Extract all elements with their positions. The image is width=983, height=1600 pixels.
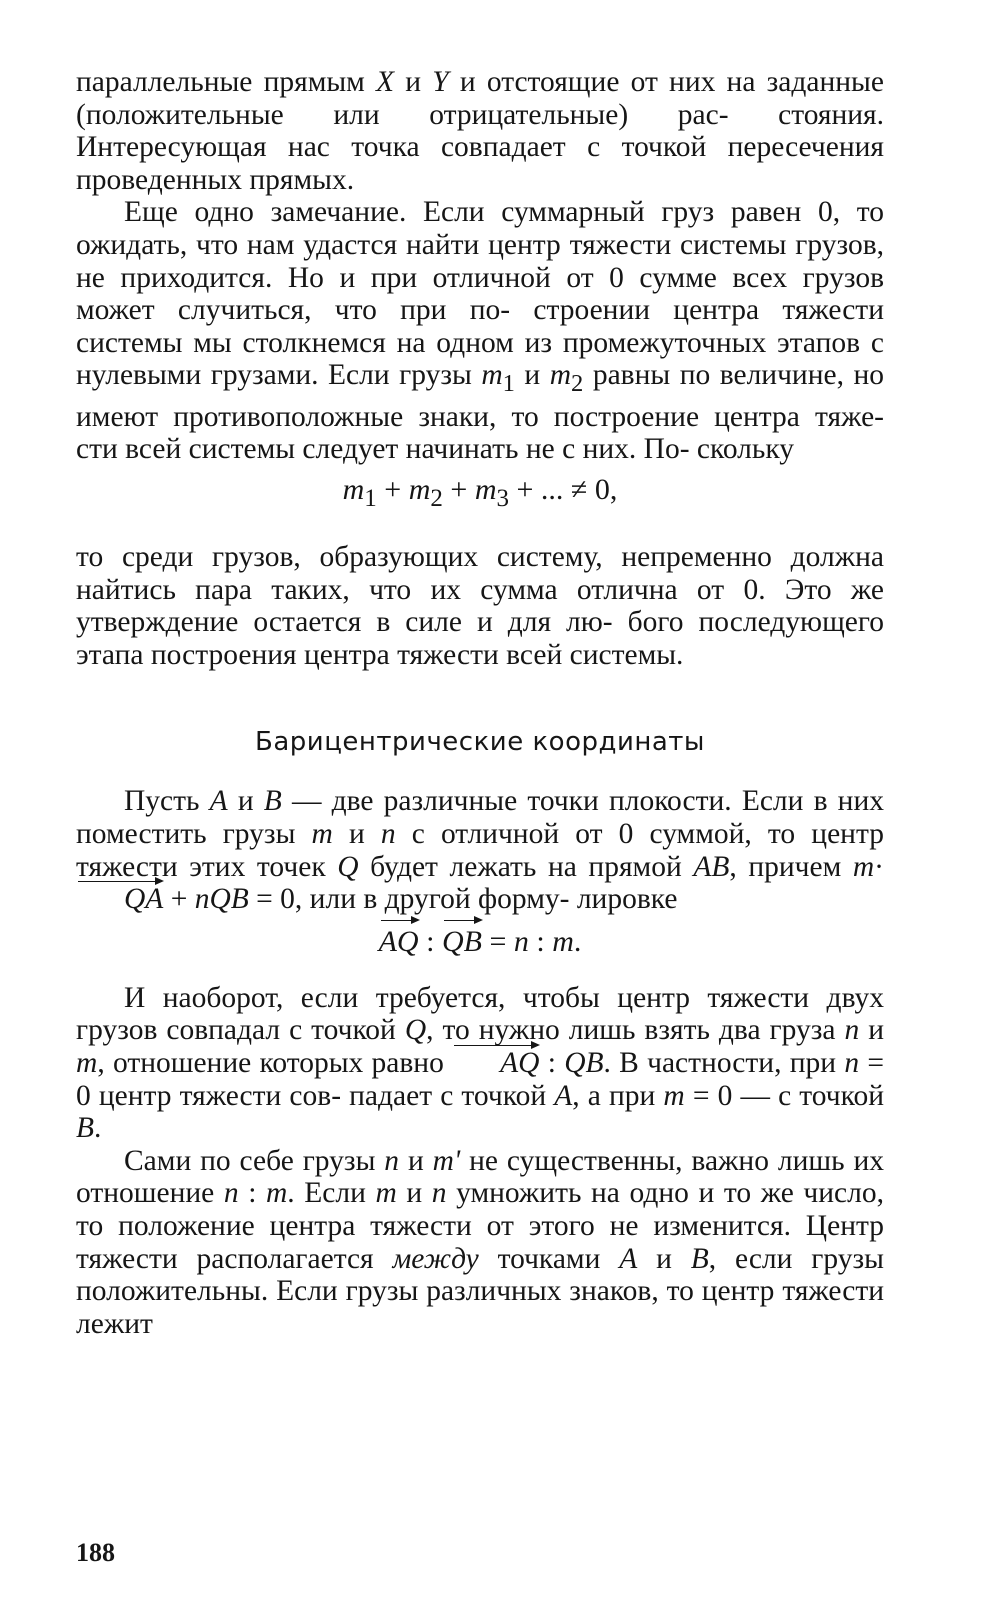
paragraph-6: Сами по себе грузы n и m' не существенны, важно лишь их отношение n : m. Если m и n умножить на одно и то же число, то положение центра тяжести от этого не изменится. Центр тяжести располагается между точками A и B, если грузы положительны. Если грузы различных знаков, то центр тяжести лежит	[76, 1144, 884, 1340]
formula-sum-nonzero: $m_1 + m_2 + m_3$ + ... ≠ 0,	[342, 473, 618, 513]
page-number: 188	[76, 1538, 115, 1567]
paragraph-1: параллельные прямым X и Y и отстоящие от них на заданные (положительные или отрицательные) рас- стояния. Интересующая нас точка совпадает с точкой пересечения проведенных прямых.	[76, 66, 884, 196]
paragraph-4: Пусть A и B — две различные точки плокости. Если в них поместить грузы m и n с отличной от 0 суммой, то центр тяжести этих точек Q будет лежать на прямой AB, причем m·QA + nQB = 0, или в другой форму- лировке	[76, 785, 885, 916]
paragraph-5: И наоборот, если требуется, чтобы центр тяжести двух грузов совпадал с точкой Q, то нужно лишь взять два груза n и m, отношение которых равно AQ : QB. В частности, при n = 0 центр тяжести сов- падает с точкой A, а при m = 0 — с точкой B.	[76, 981, 884, 1145]
section-heading: Барицентрические координаты	[255, 727, 705, 758]
formula-ratio: AQ : QB = n : m.	[76, 922, 884, 962]
paragraph-2: Еще одно замечание. Если суммарный груз равен 0, то ожидать, что нам удастся найти центр тяжести системы грузов, не приходится. Но и при отличной от 0 сумме всех грузов может случиться, что при по- строении центра тяжести системы мы столкнемся на одном из промежуточных этапов с нулевыми грузами. Если грузы $m_1$ и $m_2$ равны по величине, но имеют противоположные знаки, то построение центра тяже- сти всей системы следует начинать не с них. По- скольку	[76, 196, 884, 466]
page-body	[76, 66, 884, 1340]
paragraph-3: то среди грузов, образующих систему, непременно должна найтись пара таких, что их сумма отлична от 0. Это же утверждение остается в силе и для лю- бого последующего этапа построения центра тяжести всей системы.	[76, 541, 884, 671]
